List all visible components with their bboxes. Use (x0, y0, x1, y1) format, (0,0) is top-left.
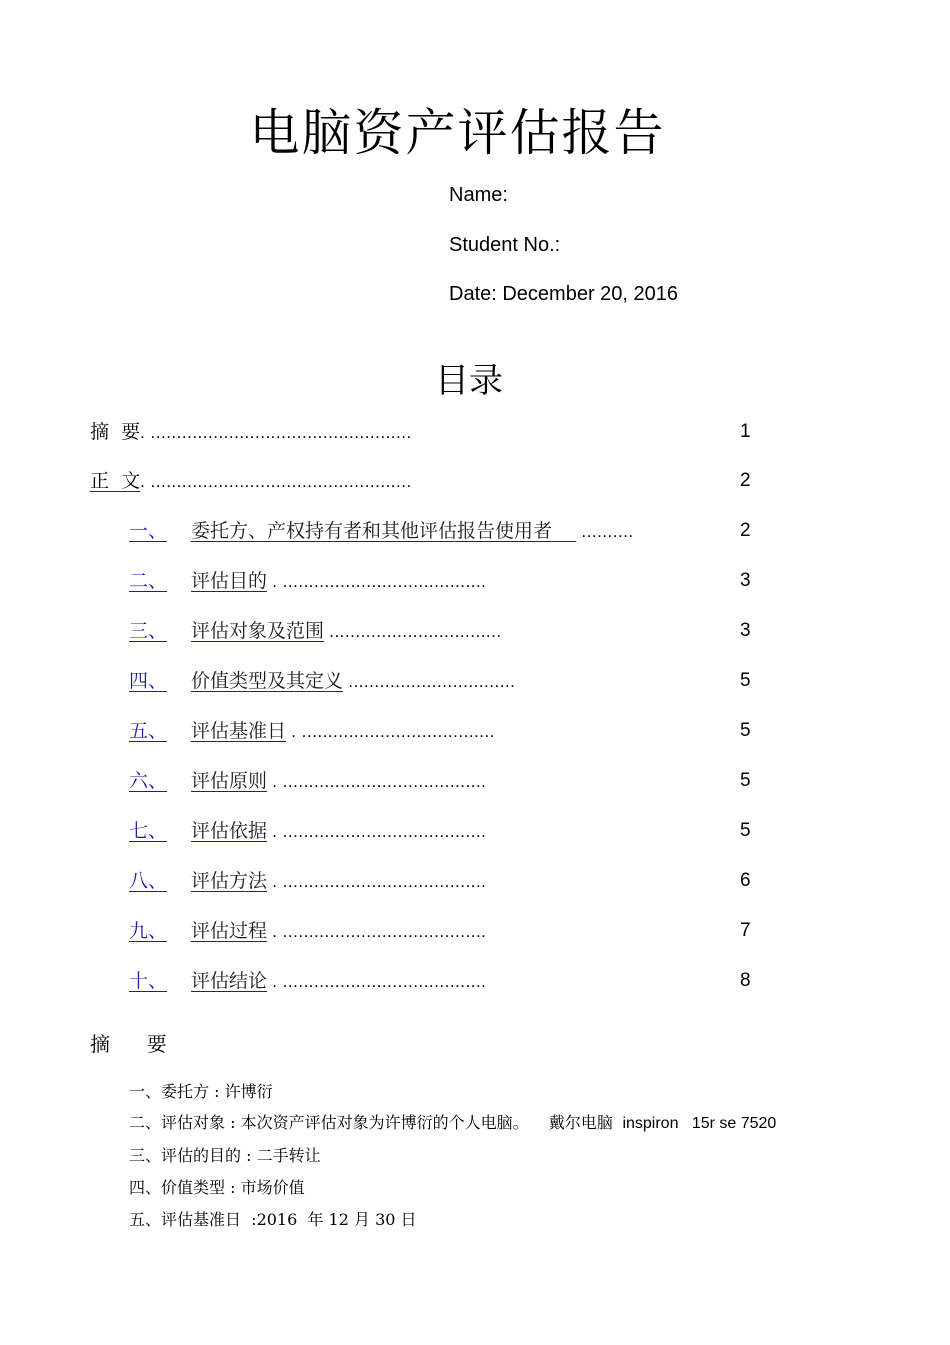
toc-subitem-6[interactable] (0, 767, 950, 795)
toc-subitem-link[interactable]: 评估对象及范围 (191, 620, 325, 642)
abstract-line-model: inspiron 15r se 7520 (618, 1115, 777, 1132)
toc-leader-dots: ................................. (324, 622, 502, 641)
toc-leader-dots: . ....................................... (267, 972, 487, 991)
toc-subitem-number: 九、 (129, 920, 168, 942)
abstract-line-object (129, 1112, 776, 1135)
student-no-label: Student No.: (449, 234, 561, 256)
toc-subitem-number: 五、 (129, 720, 168, 742)
toc-item-label: 正 文 (90, 470, 141, 492)
toc-subitem-8[interactable] (0, 867, 950, 895)
toc-subitem-number: 二、 (129, 570, 168, 592)
abstract-line-client (129, 1081, 273, 1103)
toc-subitem-number: 六、 (129, 770, 168, 792)
document-title: 电脑资产评估报告 (249, 104, 666, 162)
toc-page-number: 6 (740, 870, 751, 891)
toc-subitem-number: 八、 (129, 870, 168, 892)
date-line: Date: December 20, 2016 (449, 283, 679, 305)
toc-subitem-2[interactable] (0, 567, 950, 595)
abstract-line-text: 三、评估的目的 : 二手转让 (129, 1146, 321, 1165)
toc-leader-dots: ................................ (343, 672, 516, 691)
toc-page-number: 2 (740, 520, 751, 541)
name-label: Name: (449, 184, 508, 206)
toc-leader-dots: . ....................................... (267, 922, 487, 941)
toc-item-body[interactable] (0, 467, 950, 495)
toc-page-number: 5 (740, 670, 751, 691)
toc-subitem-9[interactable] (0, 917, 950, 945)
toc-page-number: 2 (740, 470, 751, 491)
abstract-line-text: 四、价值类型 : 市场价值 (129, 1178, 305, 1197)
toc-item-abstract[interactable] (0, 418, 950, 446)
toc-leader-dots: . ..................................... (286, 722, 495, 741)
toc-page-number: 5 (740, 770, 751, 791)
toc-leader-dots: . ....................................... (267, 822, 487, 841)
toc-subitem-number: 十、 (129, 970, 168, 992)
toc-subitem-number: 四、 (129, 670, 168, 692)
abstract-line-base-date (129, 1209, 417, 1231)
toc-page-number: 1 (740, 421, 751, 442)
toc-leader-dots: . ....................................... (267, 572, 487, 591)
abstract-line-value-type (129, 1177, 305, 1199)
abstract-line-text: 二、评估对象 : 本次资产评估对象为许博衍的个人电脑。 戴尔电脑 (129, 1113, 618, 1132)
abstract-heading: 摘 要 (90, 1032, 175, 1056)
toc-page-number: 5 (740, 720, 751, 741)
abstract-line-text: 五、评估基准日 :2016 年 12 月 30 日 (129, 1210, 417, 1229)
toc-subitem-link[interactable]: 评估过程 (191, 920, 268, 942)
toc-subitem-link[interactable]: 价值类型及其定义 (191, 670, 344, 692)
toc-subitem-link[interactable]: 评估结论 (191, 970, 268, 992)
toc-subitem-link[interactable]: 评估方法 (191, 870, 268, 892)
toc-subitem-link[interactable]: 评估原则 (191, 770, 268, 792)
toc-item-label: 摘 要 (90, 421, 141, 443)
toc-page-number: 3 (740, 620, 751, 641)
toc-page-number: 3 (740, 570, 751, 591)
abstract-line-text: 一、委托方 : 许博衍 (129, 1082, 273, 1101)
toc-subitem-link[interactable]: 评估依据 (191, 820, 268, 842)
toc-leader-dots: .......... (576, 522, 634, 541)
toc-subitem-1[interactable] (0, 517, 950, 545)
toc-subitem-3[interactable] (0, 617, 950, 645)
toc-page-number: 7 (740, 920, 751, 941)
toc-subitem-link[interactable]: 评估基准日 (191, 720, 287, 742)
toc-heading: 目录 (435, 361, 503, 401)
abstract-line-purpose (129, 1145, 321, 1167)
toc-subitem-number: 一、 (129, 520, 168, 542)
toc-leader-dots: . .................................................. (140, 423, 412, 442)
toc-subitem-4[interactable] (0, 667, 950, 695)
toc-subitem-7[interactable] (0, 817, 950, 845)
toc-leader-dots: . .................................................. (140, 472, 412, 491)
toc-leader-dots: . ....................................... (267, 772, 487, 791)
toc-page-number: 5 (740, 820, 751, 841)
toc-page-number: 8 (740, 970, 751, 991)
toc-subitem-link[interactable]: 委托方、产权持有者和其他评估报告使用者 (191, 520, 553, 542)
toc-subitem-number: 七、 (129, 820, 168, 842)
toc-subitem-5[interactable] (0, 717, 950, 745)
toc-subitem-link[interactable]: 评估目的 (191, 570, 268, 592)
toc-leader-dots: . ....................................... (267, 872, 487, 891)
toc-subitem-number: 三、 (129, 620, 168, 642)
toc-subitem-10[interactable] (0, 967, 950, 995)
